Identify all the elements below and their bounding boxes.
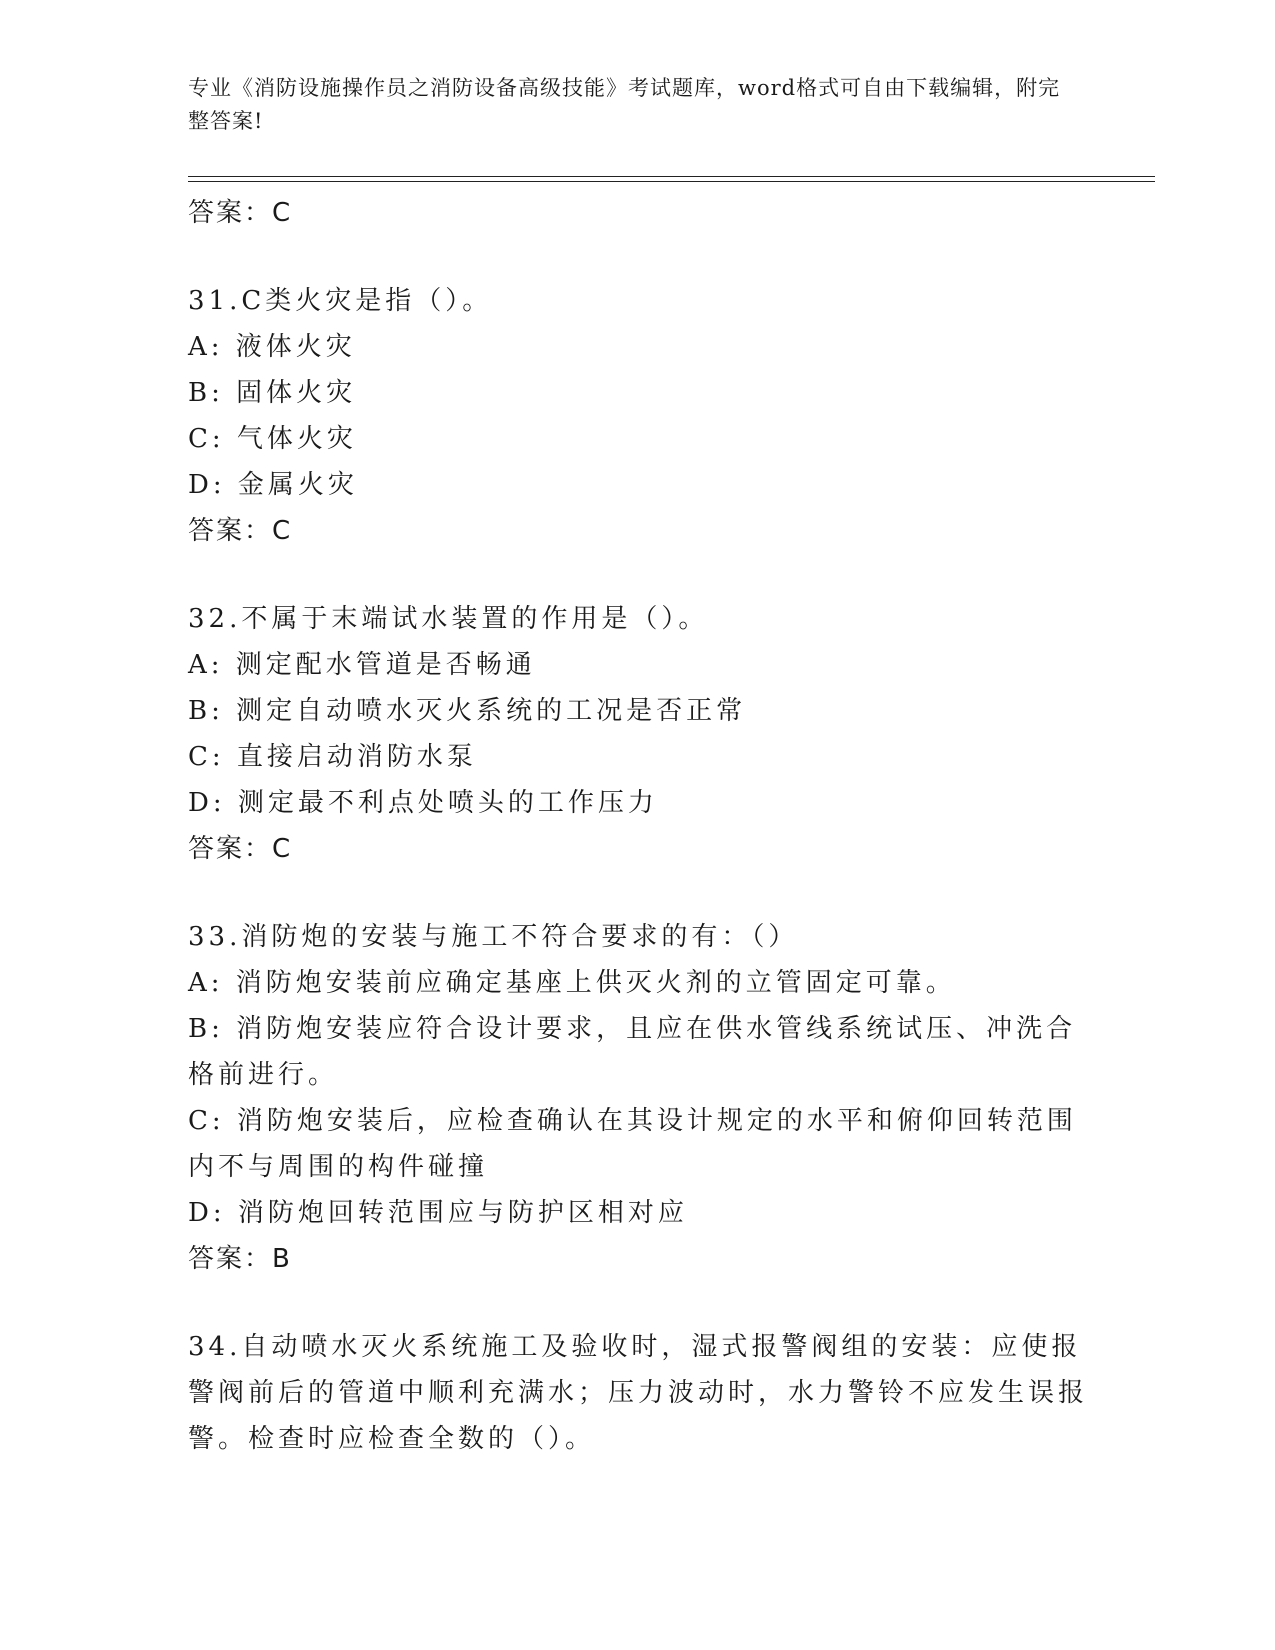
question-list (188, 190, 1088, 1462)
answer: 答案：C (188, 834, 293, 864)
question-34 (188, 1324, 1088, 1462)
question-stem: 34.自动喷水灭火系统施工及验收时，湿式报警阀组的安装：应使报警阀前后的管道中顺利充满水；压力波动时，水力警铃不应发生误报警。检查时应检查全数的（）。 (188, 1332, 1089, 1454)
question-31 (188, 278, 1088, 554)
answer: 答案：C (188, 516, 293, 546)
option-d: D: 金属火灾 (188, 470, 358, 500)
option-b: B: 固体火灾 (188, 378, 357, 408)
option-c: C: 消防炮安装后，应检查确认在其设计规定的水平和俯仰回转范围内不与周围的构件碰撞 (188, 1106, 1077, 1182)
option-b: B: 测定自动喷水灭火系统的工况是否正常 (188, 696, 747, 726)
option-a: A: 液体火灾 (188, 332, 356, 362)
option-b: B: 消防炮安装应符合设计要求，且应在供水管线系统试压、冲洗合格前进行。 (188, 1014, 1077, 1090)
question-stem: 31.C类火灾是指（）。 (188, 286, 493, 316)
question-stem: 33.消防炮的安装与施工不符合要求的有：（） (188, 922, 799, 952)
answer-prev: 答案：C (188, 198, 293, 228)
question-33 (188, 914, 1088, 1282)
option-a: A: 消防炮安装前应确定基座上供灭火剂的立管固定可靠。 (188, 968, 956, 998)
question-stem: 32.不属于末端试水装置的作用是（）。 (188, 604, 709, 634)
option-d: D: 消防炮回转范围应与防护区相对应 (188, 1198, 688, 1228)
option-c: C: 直接启动消防水泵 (188, 742, 477, 772)
document-header: 专业《消防设施操作员之消防设备高级技能》考试题库，word格式可自由下载编辑，附完整答案! (188, 76, 1061, 133)
option-d: D: 测定最不利点处喷头的工作压力 (188, 788, 658, 818)
answer: 答案：B (188, 1244, 292, 1274)
option-a: A: 测定配水管道是否畅通 (188, 650, 536, 680)
header-divider-bottom (188, 181, 1155, 182)
question-32 (188, 596, 1088, 872)
option-c: C: 气体火灾 (188, 424, 357, 454)
header-divider-top (188, 176, 1155, 177)
